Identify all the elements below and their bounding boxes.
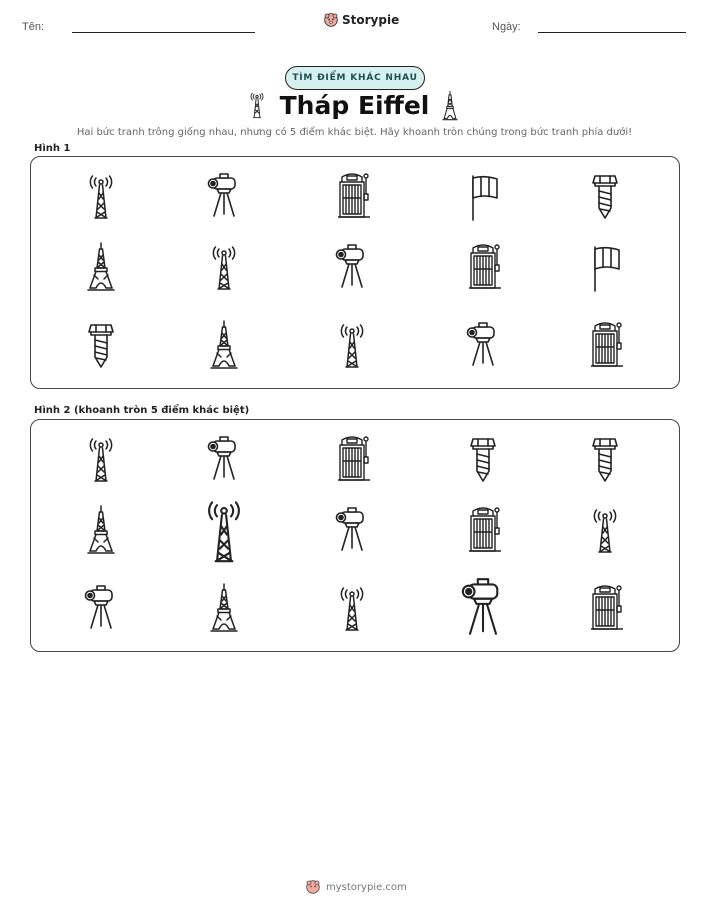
bolt-icon[interactable] — [81, 319, 121, 371]
name-line[interactable] — [72, 32, 255, 33]
bolt-icon[interactable] — [585, 433, 625, 485]
date-line[interactable] — [538, 32, 686, 33]
footer — [306, 880, 407, 894]
surveyor-level-icon[interactable] — [457, 574, 509, 642]
radio-tower-icon[interactable] — [81, 433, 121, 485]
surveyor-level-icon[interactable] — [332, 504, 372, 556]
picture1-label: Hình 1 — [34, 143, 71, 154]
surveyor-level-icon[interactable] — [204, 433, 244, 485]
surveyor-level-icon[interactable] — [332, 241, 372, 293]
eiffel-tower-icon[interactable] — [81, 241, 121, 293]
elevator-icon[interactable] — [332, 433, 372, 485]
eiffel-tower-icon[interactable] — [81, 504, 121, 556]
radio-tower-icon[interactable] — [81, 170, 121, 222]
flag-icon[interactable] — [463, 170, 503, 222]
elevator-icon[interactable] — [463, 241, 503, 293]
brand-name: Storypie — [342, 13, 400, 27]
storypie-logo-icon — [306, 880, 320, 894]
radio-tower-icon[interactable] — [332, 319, 372, 371]
radio-tower-icon[interactable] — [332, 582, 372, 634]
surveyor-level-icon[interactable] — [204, 170, 244, 222]
page-title: Tháp Eiffel — [279, 91, 430, 120]
eiffel-tower-icon — [440, 91, 460, 125]
picture2-label: Hình 2 (khoanh tròn 5 điểm khác biệt) — [34, 405, 250, 416]
date-label: Ngày: — [492, 21, 521, 33]
surveyor-level-icon[interactable] — [81, 582, 121, 634]
brand-logo — [324, 13, 399, 27]
radio-tower-icon[interactable] — [204, 241, 244, 293]
radio-tower-icon[interactable] — [585, 504, 625, 556]
bolt-icon[interactable] — [585, 170, 625, 222]
activity-badge: TÌM ĐIỂM KHÁC NHAU — [285, 66, 425, 90]
elevator-icon[interactable] — [585, 582, 625, 634]
elevator-icon[interactable] — [332, 170, 372, 222]
flag-icon[interactable] — [585, 241, 625, 293]
elevator-icon[interactable] — [463, 504, 503, 556]
storypie-logo-icon — [324, 13, 338, 27]
radio-tower-icon[interactable] — [196, 494, 252, 567]
instructions: Hai bức tranh trông giống nhau, nhưng có 5 điểm khác biệt. Hãy khoanh tròn chúng trong bức tranh phía dưới! — [76, 127, 633, 138]
surveyor-level-icon[interactable] — [463, 319, 503, 371]
name-label: Tên: — [22, 21, 45, 33]
eiffel-tower-icon[interactable] — [204, 319, 244, 371]
bolt-icon[interactable] — [463, 433, 503, 485]
eiffel-tower-icon[interactable] — [204, 582, 244, 634]
footer-url[interactable]: mystorypie.com — [326, 881, 407, 893]
elevator-icon[interactable] — [585, 319, 625, 371]
